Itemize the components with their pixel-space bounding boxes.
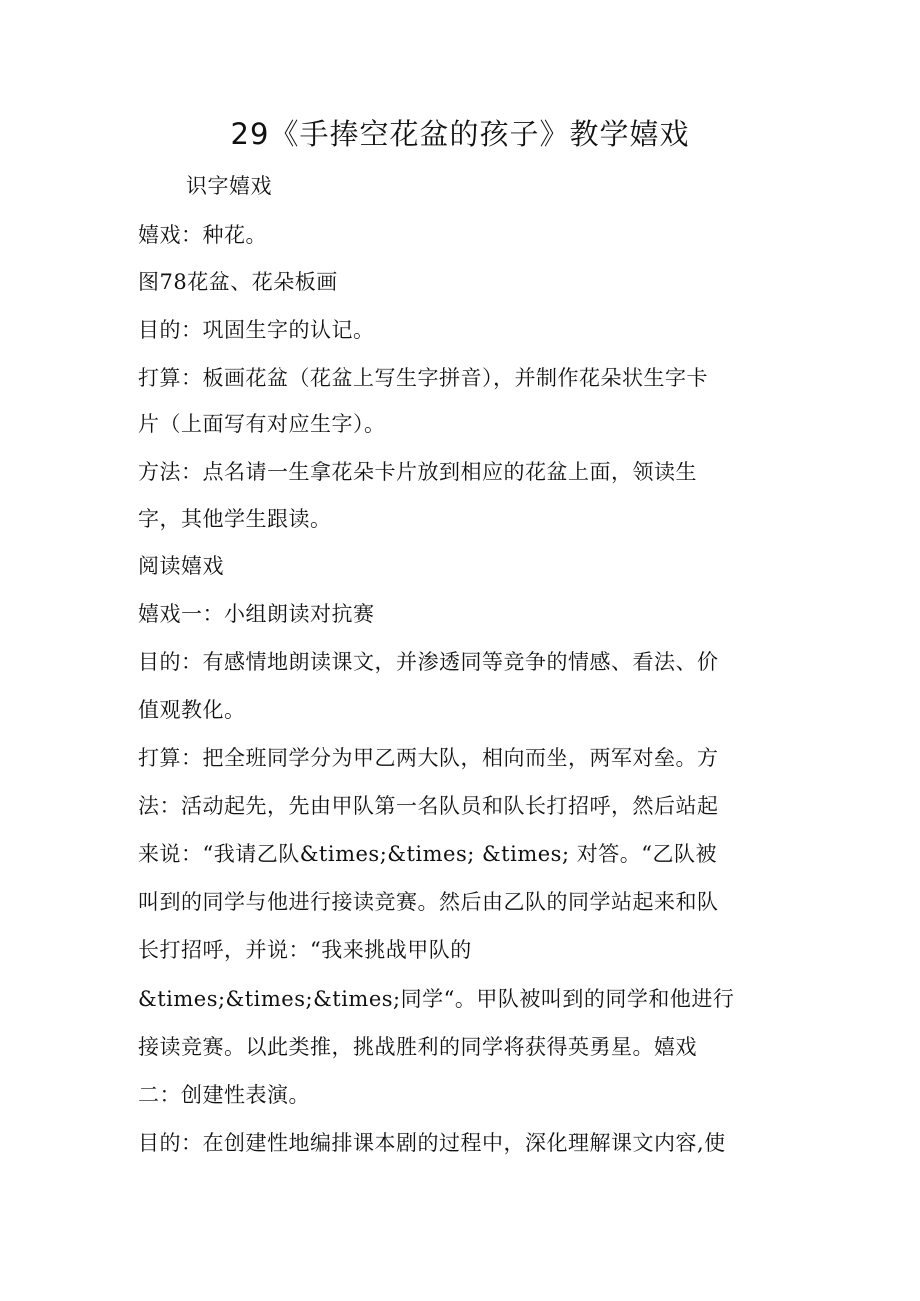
paragraph-line: 来说：“我请乙队&times;&times; &times; 对答。“乙队被 bbox=[138, 842, 717, 866]
paragraph-line: 目的：在创建性地编排课本剧的过程中，深化理解课文内容,使 bbox=[138, 1131, 726, 1155]
paragraph-line: 打算：板画花盆（花盆上写生字拼音），并制作花朵状生字卡 bbox=[138, 366, 708, 390]
paragraph-line: 值观教化。 bbox=[138, 698, 246, 722]
paragraph-line: 接读竞赛。以此类推，挑战胜利的同学将获得英勇星。嬉戏 bbox=[138, 1035, 697, 1059]
paragraph-line: 二：创建性表演。 bbox=[138, 1083, 310, 1107]
paragraph-line: 目的：巩固生字的认记。 bbox=[138, 318, 375, 342]
paragraph-line: 法：活动起先，先由甲队第一名队员和队长打招呼，然后站起 bbox=[138, 794, 719, 818]
paragraph-line: 长打招呼，并说：“我来挑战甲队的 bbox=[138, 938, 472, 962]
paragraph-line: 嬉戏一：小组朗读对抗赛 bbox=[138, 602, 375, 626]
paragraph-line: 图78花盆、花朵板画 bbox=[138, 270, 338, 294]
section-heading-reading-game: 阅读嬉戏 bbox=[138, 554, 224, 578]
paragraph-line: 片（上面写有对应生字）。 bbox=[138, 412, 386, 436]
section-heading-literacy-game: 识字嬉戏 bbox=[186, 174, 272, 198]
paragraph-line: 方法：点名请一生拿花朵卡片放到相应的花盆上面，领读生 bbox=[138, 460, 697, 484]
paragraph-line: 嬉戏：种花。 bbox=[138, 223, 267, 247]
document-title: 29《手捧空花盆的孩子》教学嬉戏 bbox=[230, 117, 690, 151]
paragraph-line: 打算：把全班同学分为甲乙两大队，相向而坐，两军对垒。方 bbox=[138, 746, 719, 770]
paragraph-line: 字，其他学生跟读。 bbox=[138, 507, 332, 531]
paragraph-line: 目的：有感情地朗读课文，并渗透同等竞争的情感、看法、价 bbox=[138, 650, 719, 674]
paragraph-line: &times;&times;&times;同学“。甲队被叫到的同学和他进行 bbox=[138, 987, 735, 1011]
paragraph-line: 叫到的同学与他进行接读竞赛。然后由乙队的同学站起来和队 bbox=[138, 890, 719, 914]
